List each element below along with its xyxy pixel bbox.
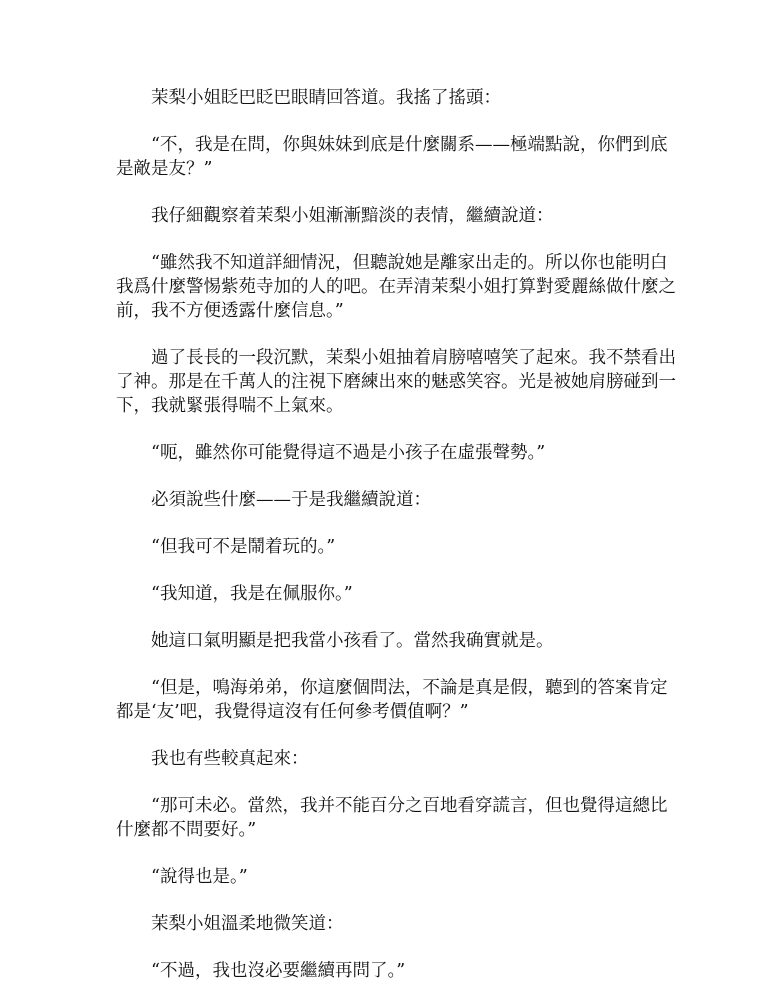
- paragraph: 我仔細觀察着茉梨小姐漸漸黯淡的表情，繼續說道：: [151, 206, 554, 226]
- paragraph: “但我可不是鬧着玩的。”: [151, 537, 336, 557]
- paragraph: “說得也是。”: [151, 867, 248, 887]
- paragraph: “那可未必。當然，我并不能百分之百地看穿謊言，但也覺得這總比什麼都不問要好。”: [116, 796, 668, 840]
- paragraph: “雖然我不知道詳細情況，但聽說她是離家出走的。所以你也能明白我爲什麼警惕紫苑寺加的人的吧。在弄清茉梨小姐打算對愛麗絲做什麼之前，我不方便透露什麼信息。”: [116, 253, 676, 321]
- paragraph: “我知道，我是在佩服你。”: [151, 584, 353, 604]
- paragraph: 我也有些較真起來：: [151, 749, 309, 769]
- document-body: [116, 86, 676, 1006]
- paragraph: 必須說些什麼——于是我繼續說道：: [151, 490, 431, 510]
- paragraph: “呃，雖然你可能覺得這不過是小孩子在虛張聲勢。”: [151, 443, 546, 463]
- paragraph: “不，我是在問，你與妹妹到底是什麼關系——極端點說，你們到底是敵是友？”: [116, 135, 668, 179]
- paragraph: 她這口氣明顯是把我當小孩看了。當然我确實就是。: [151, 631, 554, 651]
- paragraph: 過了長長的一段沉默，茉梨小姐抽着肩膀嘻嘻笑了起來。我不禁看出了神。那是在千萬人的注視下磨練出來的魅惑笑容。光是被她肩膀碰到一下，我就緊張得喘不上氣來。: [116, 348, 676, 416]
- paragraph: “但是，鳴海弟弟，你這麼個問法，不論是真是假，聽到的答案肯定都是‘友’吧，我覺得這沒有任何參考價值啊？”: [116, 678, 668, 722]
- paragraph: 茉梨小姐眨巴眨巴眼睛回答道。我搖了搖頭：: [151, 88, 501, 108]
- paragraph: 茉梨小姐溫柔地微笑道：: [151, 914, 344, 934]
- paragraph: “不過，我也沒必要繼續再問了。”: [151, 961, 406, 981]
